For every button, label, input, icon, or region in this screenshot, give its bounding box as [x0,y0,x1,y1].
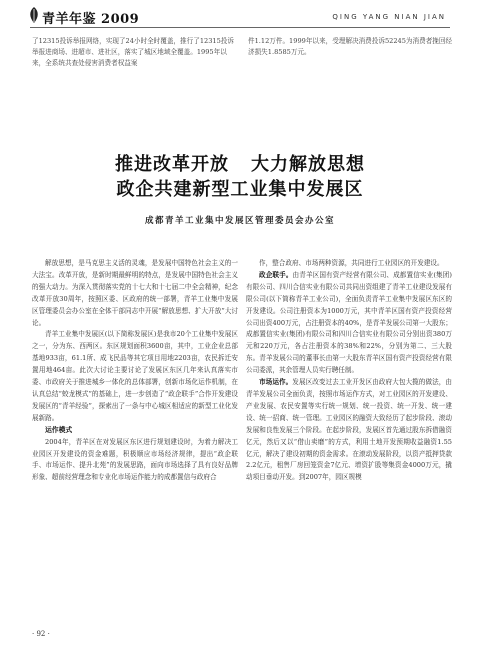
header-rule [30,27,450,28]
paragraph-lead: 政企联手。 [259,270,293,279]
title-line-1 [0,152,480,177]
paragraph: 作，整合政府、市场两种资源，共同进行工业园区的开发建设。 [259,259,444,267]
title-line-2: 政企共建新型工业集中发展区 [116,179,364,200]
title-part-b: 大力解放思想 [251,154,365,175]
page-number: · 92 · [32,630,50,638]
paragraph: 解放思想，是马克思主义活的灵魂，是发展中国特色社会主义的一大法宝。改革开放，是新时期最鲜明的特点，是发展中国特色社会主义的强大动力。为深入贯彻落实党的十七大和十七届二中全会精神，纪念改革开放30周年，按照区委、区政府的统一部署，青羊工业集中发展区管理委员会办公室在全体干部同志中开展“解放思想、扩大开放”大讨论。 [32,259,238,327]
section-heading: 运作模式 [45,425,73,434]
leaf-logo-icon [28,6,40,24]
paragraph: 青羊工业集中发展区(以下简称发展区)是我市20个工业集中发展区之一，分为东、西两区。东区规划面积3600亩，其中，工业企业总部基地933亩，61.1所、成飞民品等其它项目用地2203亩，农民拆迁安置用地464亩。此次大讨论主要讨论了发展区东区几年来认真落实市委、市政府关于推进城乡一体化的总体部署，创新市场化运作机制，在认真总结“蛟龙模式”的基础上，进一步创造了“政企联手”合作开发建设发展区的“青羊经验”，探索出了一条与中心城区相适应的新型工业化发展新路。 [32,330,238,422]
paragraph: 政企联手。由青羊区国有资产经营有限公司、成都置信实业(集团)有限公司、四川合信实业有限公司共同出资组建了青羊工业建设发展有限公司(以下简称青羊工业公司)，全面负责青羊工业集中发展区东区的开发建设。公司注册资本为1000万元，其中青羊区国有资产投资经营公司出资400万元，占注册资本的40%，是青羊发展公司第一大股东；成都置信实业(集团)有限公司和四川合信实业有限公司分别出资380万元和220万元，各占注册资本的38%和22%，分别为第二、三大股东。青羊发展公司的董事长由第一大股东青羊区国有资产投资经营有限公司委派，其余管理人员实行聘任制。 [246,270,452,375]
yearbook-brand: 青羊年鉴 2009 [42,12,140,27]
continued-text-left: 了12315投诉举报网络，实现了24小时全时覆盖，推行了12315投诉举报进商场、进超市、进社区，落实了城区地域全覆盖。1995年以来，全系统共查处侵害消费者权益案 [32,37,234,67]
paragraph: 市场运作。发展区改变过去工业开发区由政府大包大揽的做法，由青羊发展公司全面负责，按照市场运作方式，对工业园区的开发建设、产业发展、农民安置等实行统一规划、统一投资、统一开发、统一建设、统一招商、统一管理。工业园区的融资大致经历了起步阶段、滚动发展和良性发展三个阶段。在起步阶段，发展区首先通过股东拆借融资亿元，然后又以“借山卖磨”的方式，利用土地开发预期收益融资1.55亿元，解决了建设初期的资金需求。在滚动发展阶段，以资产抵押贷款2.2亿元，租售厂房回笼资金7亿元、增资扩股等集资金4000万元，撬动项目垂动开发。到2007年，园区规模 [246,378,453,482]
running-title: QING YANG NIAN JIAN [332,13,446,21]
paragraph: 2004年，青羊区在对发展区东区进行规划建设时，为着力解决工业园区开发建设的资金难题，积极顺应市场经济规律，提出“政企联手、市场运作、提升北苑”的发展思路，面向市场选择了具有良好品牌形象、超前经营理念和专业化市场运作能力的成都置信与政府合 [32,437,238,482]
right-column [246,258,452,484]
left-column [32,258,238,484]
article-title [0,152,480,202]
paragraph-lead: 市场运作。 [259,378,293,387]
continued-text-right: 件1.12万件。1999年以来，受理解决消费投诉52245为消费者挽回经济损失1.8585万元。 [248,37,453,56]
title-part-a: 推进改革开放 [115,154,229,175]
article-author: 成都青羊工业集中发展区管理委员会办公室 [144,216,335,226]
